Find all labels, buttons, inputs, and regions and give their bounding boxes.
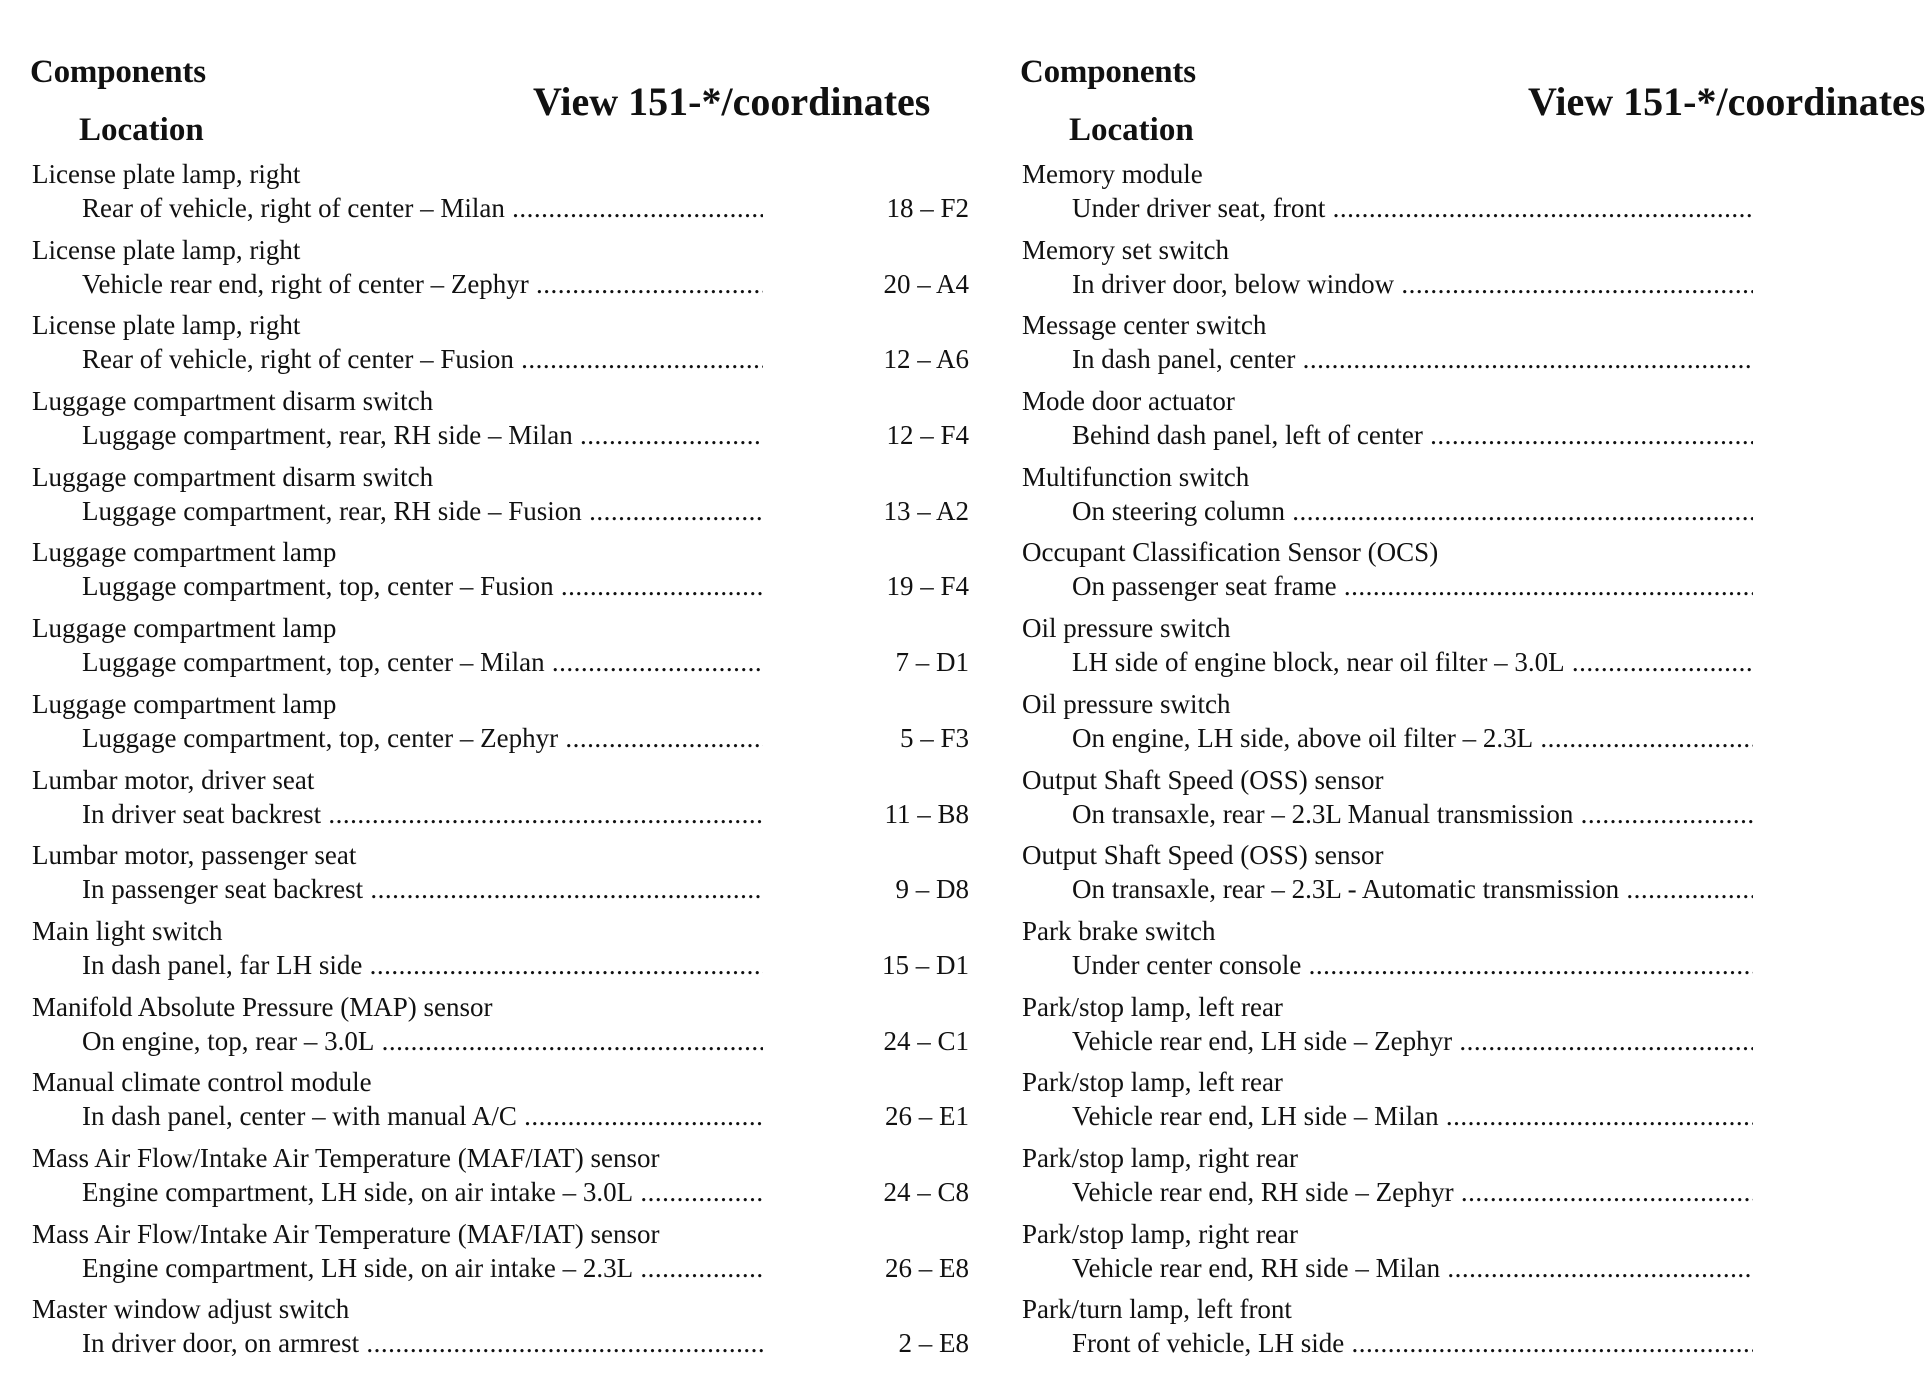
component-location: Rear of vehicle, right of center – Milan ..... bbox=[82, 192, 763, 224]
component-name: Luggage compartment disarm switch bbox=[32, 461, 434, 492]
component-name: Luggage compartment lamp bbox=[32, 537, 337, 568]
component-name: License plate lamp, right bbox=[32, 159, 301, 189]
component-location: Luggage compartment, rear, RH side – Milan ..... bbox=[82, 419, 763, 451]
view-coordinate: 7 – D1 bbox=[895, 647, 969, 678]
component-name: Memory set switch bbox=[1022, 234, 1229, 265]
component-name: Lumbar motor, passenger seat bbox=[32, 840, 357, 871]
component-location: Luggage compartment, top, center – Zephyr ..... bbox=[82, 722, 763, 754]
component-name: Park/stop lamp, right rear bbox=[1022, 1142, 1298, 1173]
component-name: Park/stop lamp, left rear bbox=[1022, 1067, 1283, 1098]
view-coordinate: 26 – E8 bbox=[885, 1252, 969, 1283]
view-coordinate: 13 – A2 bbox=[883, 495, 969, 526]
component-name: Luggage compartment lamp bbox=[32, 688, 337, 719]
component-name: Main light switch bbox=[32, 915, 223, 946]
components-heading: Components bbox=[30, 54, 206, 90]
component-name: Output Shaft Speed (OSS) sensor bbox=[1022, 840, 1384, 871]
component-location: On passenger seat frame ..... bbox=[1072, 570, 1753, 602]
component-name: Memory module bbox=[1022, 159, 1203, 189]
component-name: Mode door actuator bbox=[1022, 386, 1235, 417]
component-location: Under center console ..... bbox=[1072, 949, 1753, 981]
location-heading: Location bbox=[1069, 112, 1194, 148]
component-location: Luggage compartment, top, center – Fusion ..... bbox=[82, 570, 763, 602]
view-coordinate: 2 – E8 bbox=[898, 1328, 969, 1359]
component-location: Luggage compartment, top, center – Milan ..... bbox=[82, 646, 763, 678]
component-location: Under driver seat, front ..... bbox=[1072, 192, 1753, 224]
view-coordinates-heading: View 151-*/coordinates bbox=[1528, 79, 1926, 124]
component-name: License plate lamp, right bbox=[32, 234, 301, 265]
component-name: Master window adjust switch bbox=[32, 1294, 350, 1325]
component-name: Oil pressure switch bbox=[1022, 688, 1231, 719]
component-location: In dash panel, far LH side ..... bbox=[82, 949, 763, 981]
component-name: Manual climate control module bbox=[32, 1067, 372, 1098]
view-coordinate: 9 – D8 bbox=[895, 874, 969, 905]
component-location: In driver door, below window ..... bbox=[1072, 268, 1753, 300]
view-coordinate: 11 – B8 bbox=[884, 798, 969, 829]
view-coordinate: 24 – C8 bbox=[883, 1176, 969, 1207]
view-coordinate: 12 – F4 bbox=[886, 420, 969, 451]
component-name: Output Shaft Speed (OSS) sensor bbox=[1022, 764, 1384, 795]
component-location: On steering column ..... bbox=[1072, 495, 1753, 527]
component-name: Manifold Absolute Pressure (MAP) sensor bbox=[32, 991, 493, 1022]
component-location: Vehicle rear end, RH side – Zephyr ..... bbox=[1072, 1176, 1753, 1208]
component-name: Mass Air Flow/Intake Air Temperature (MAF/IAT) sensor bbox=[32, 1218, 660, 1249]
view-coordinates-heading: View 151-*/coordinates bbox=[533, 79, 931, 124]
component-location: Vehicle rear end, RH side – Milan ..... bbox=[1072, 1252, 1753, 1284]
component-name: Luggage compartment lamp bbox=[32, 613, 337, 644]
component-location: Engine compartment, LH side, on air intake – 2.3L ..... bbox=[82, 1252, 763, 1284]
component-location: On transaxle, rear – 2.3L - Automatic transmission ..... bbox=[1072, 873, 1753, 905]
component-location: Engine compartment, LH side, on air intake – 3.0L ..... bbox=[82, 1176, 763, 1208]
component-name: Lumbar motor, driver seat bbox=[32, 764, 315, 795]
component-name: License plate lamp, right bbox=[32, 310, 301, 341]
component-name: Occupant Classification Sensor (OCS) bbox=[1022, 537, 1439, 568]
view-coordinate: 20 – A4 bbox=[883, 268, 969, 299]
component-location: In driver seat backrest ..... bbox=[82, 798, 763, 830]
view-coordinate: 12 – A6 bbox=[883, 344, 969, 375]
components-heading: Components bbox=[1020, 54, 1196, 90]
component-location: In passenger seat backrest ..... bbox=[82, 873, 763, 905]
component-name: Message center switch bbox=[1022, 310, 1267, 341]
component-location: Behind dash panel, left of center ..... bbox=[1072, 419, 1753, 451]
component-location: Front of vehicle, LH side ..... bbox=[1072, 1327, 1753, 1359]
view-coordinate: 26 – E1 bbox=[885, 1101, 969, 1132]
view-coordinate: 19 – F4 bbox=[886, 571, 969, 602]
component-name: Park/turn lamp, left front bbox=[1022, 1294, 1292, 1325]
component-location: Rear of vehicle, right of center – Fusion ..... bbox=[82, 343, 763, 375]
component-location: Luggage compartment, rear, RH side – Fusion ..... bbox=[82, 495, 763, 527]
component-location: Vehicle rear end, LH side – Milan ..... bbox=[1072, 1100, 1753, 1132]
component-location: LH side of engine block, near oil filter – 3.0L ..... bbox=[1072, 646, 1753, 678]
view-coordinate: 24 – C1 bbox=[883, 1025, 969, 1056]
component-location: On engine, LH side, above oil filter – 2.3L ..... bbox=[1072, 722, 1753, 754]
view-coordinate: 5 – F3 bbox=[899, 722, 969, 753]
component-location: In driver door, on armrest ..... bbox=[82, 1327, 763, 1359]
component-location: On engine, top, rear – 3.0L ..... bbox=[82, 1025, 763, 1057]
component-name: Luggage compartment disarm switch bbox=[32, 386, 434, 417]
component-name: Park/stop lamp, left rear bbox=[1022, 991, 1283, 1022]
location-heading: Location bbox=[79, 112, 204, 148]
component-name: Multifunction switch bbox=[1022, 461, 1250, 492]
view-coordinate: 18 – F2 bbox=[886, 193, 969, 223]
component-location: Vehicle rear end, LH side – Zephyr ..... bbox=[1072, 1025, 1753, 1057]
component-name: Park/stop lamp, right rear bbox=[1022, 1218, 1298, 1249]
component-location: In dash panel, center – with manual A/C ..... bbox=[82, 1100, 763, 1132]
component-location: On transaxle, rear – 2.3L Manual transmission ..... bbox=[1072, 798, 1753, 830]
component-name: Park brake switch bbox=[1022, 915, 1216, 946]
component-location: Vehicle rear end, right of center – Zephyr ..... bbox=[82, 268, 763, 300]
view-coordinate: 15 – D1 bbox=[882, 949, 969, 980]
component-name: Oil pressure switch bbox=[1022, 613, 1231, 644]
component-location: In dash panel, center ..... bbox=[1072, 343, 1753, 375]
component-name: Mass Air Flow/Intake Air Temperature (MAF/IAT) sensor bbox=[32, 1142, 660, 1173]
